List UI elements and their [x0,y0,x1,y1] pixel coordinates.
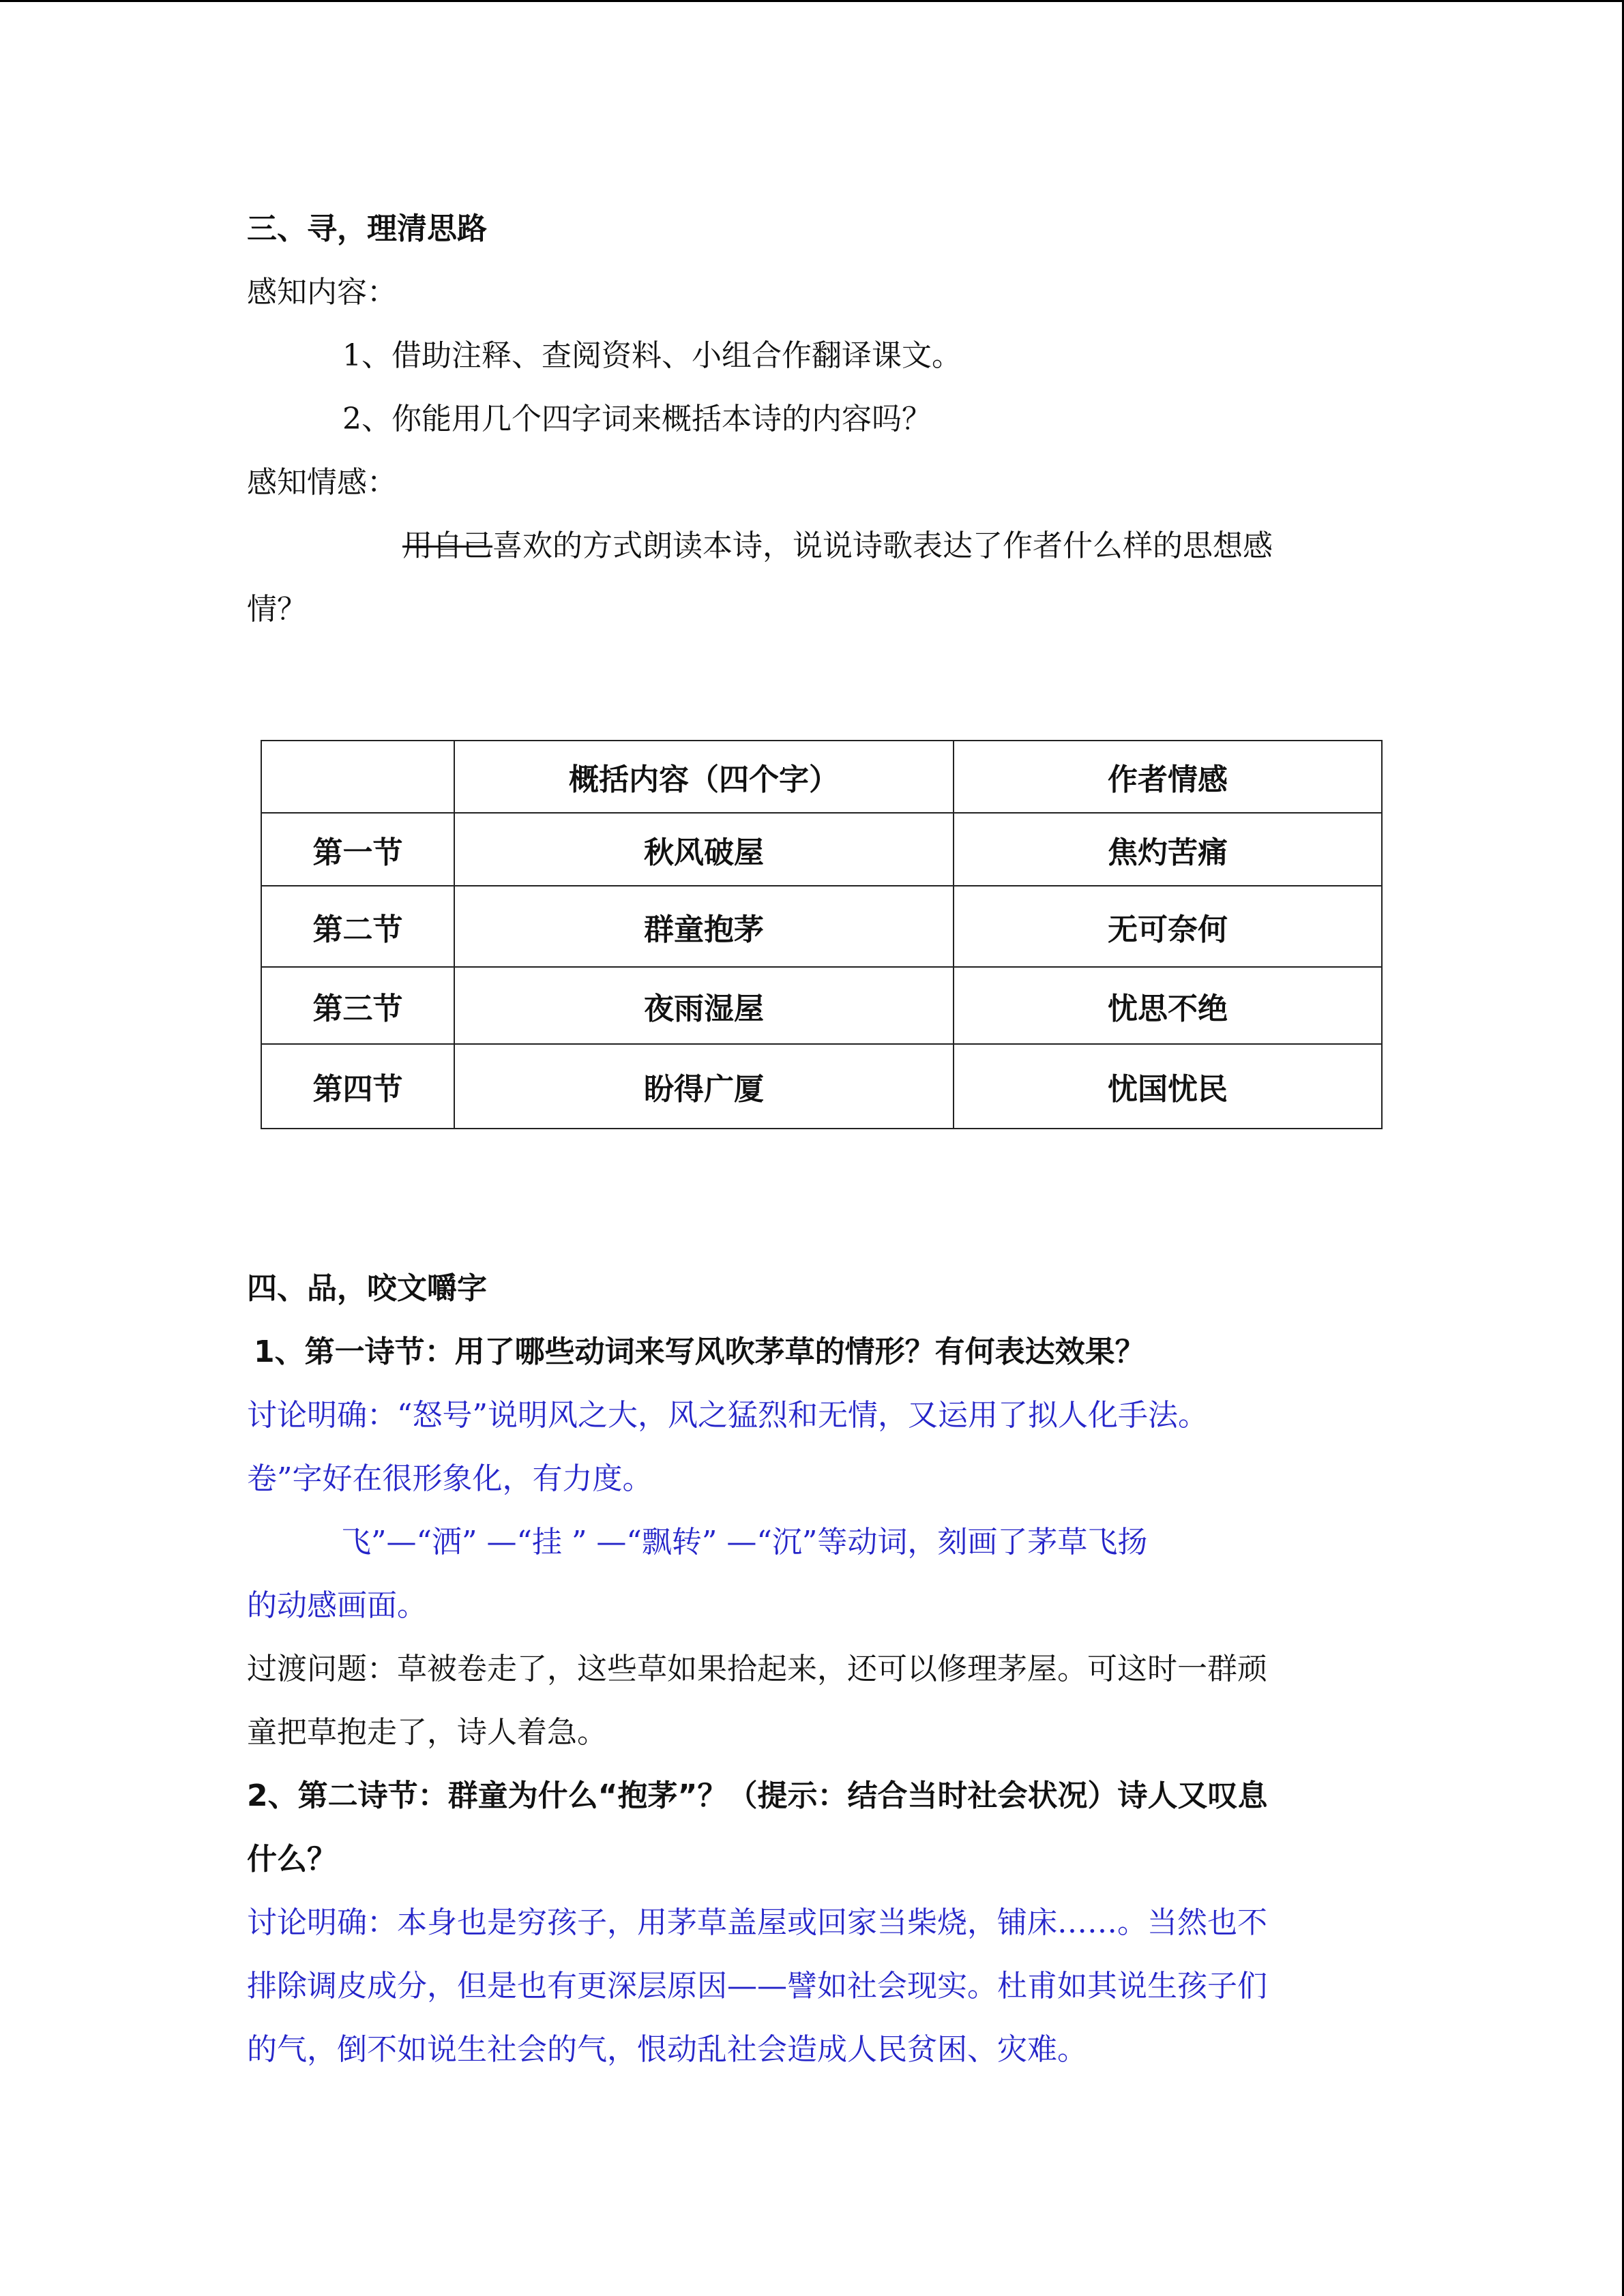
table-cell: 无可奈何 [954,886,1382,967]
table-header-cell: 作者情感 [954,741,1382,813]
emotion-question [402,526,1273,567]
perceive-emotion-label: 感知情感： [247,465,397,500]
table-header-cell: 概括内容（四个字） [454,741,954,813]
table-row [261,813,1382,886]
summary-table [261,740,1383,1129]
table-header-row [261,741,1382,813]
page-top-border [0,0,1624,2]
table-cell: 焦灼苦痛 [954,813,1382,886]
table-cell: 群童抱茅 [454,886,954,967]
question-1: 1、第一诗节：用了哪些动词来写风吹茅草的情形？有何表达效果？ [254,1335,1145,1369]
answer-1-line-4: 的动感画面。 [247,1588,427,1623]
table-cell: 忧思不绝 [954,967,1382,1044]
table-cell: 盼得广厦 [454,1044,954,1129]
section4-heading: 四、品，咬文嚼字 [247,1271,487,1306]
emotion-question-continued: 情？ [247,592,307,627]
table-header-cell [261,741,454,813]
answer-1-line-3: 飞”—“洒” —“挂 ” —“飘转” —“沉”等动词，刻画了茅草飞扬 [341,1525,1148,1560]
answer-1-line-1: 讨论明确：“怒号”说明风之大，风之猛烈和无情，又运用了拟人化手法。 [247,1398,1208,1433]
section3-heading: 三、寻，理清思路 [247,211,487,246]
section3-item-1: 1、借助注释、查阅资料、小组合作翻译课文。 [342,338,962,373]
answer-1-line-2: 卷”字好在很形象化，有力度。 [247,1461,653,1496]
struck-text: 用自己 [402,528,492,563]
table-cell: 第二节 [261,886,454,967]
answer-2-line-2: 排除调皮成分，但是也有更深层原因——譬如社会现实。杜甫如其说生孩子们 [247,1969,1267,2003]
transition-line-1: 过渡问题：草被卷走了，这些草如果拾起来，还可以修理茅屋。可这时一群顽 [247,1652,1267,1686]
table-row [261,1044,1382,1129]
table-cell: 第一节 [261,813,454,886]
section3-item-2: 2、你能用几个四字词来概括本诗的内容吗？ [342,402,932,436]
transition-line-2: 童把草抱走了，诗人着急。 [247,1715,607,1750]
answer-2-line-1: 讨论明确：本身也是穷孩子，用茅草盖屋或回家当柴烧，铺床……。当然也不 [247,1905,1267,1940]
table-cell: 第三节 [261,967,454,1044]
question-2-line-1: 2、第二诗节：群童为什么“抱茅”？（提示：结合当时社会状况）诗人又叹息 [247,1778,1268,1813]
question-2-line-2: 什么？ [247,1842,337,1877]
table-cell: 忧国忧民 [954,1044,1382,1129]
table-row [261,967,1382,1044]
table-cell: 秋风破屋 [454,813,954,886]
table-row [261,886,1382,967]
perceive-content-label: 感知内容： [247,275,397,310]
emotion-question-text: 喜欢的方式朗读本诗，说说诗歌表达了作者什么样的思想感 [492,528,1273,563]
answer-2-line-3: 的气，倒不如说生社会的气，恨动乱社会造成人民贫困、灾难。 [247,2032,1087,2067]
table-cell: 夜雨湿屋 [454,967,954,1044]
table-cell: 第四节 [261,1044,454,1129]
